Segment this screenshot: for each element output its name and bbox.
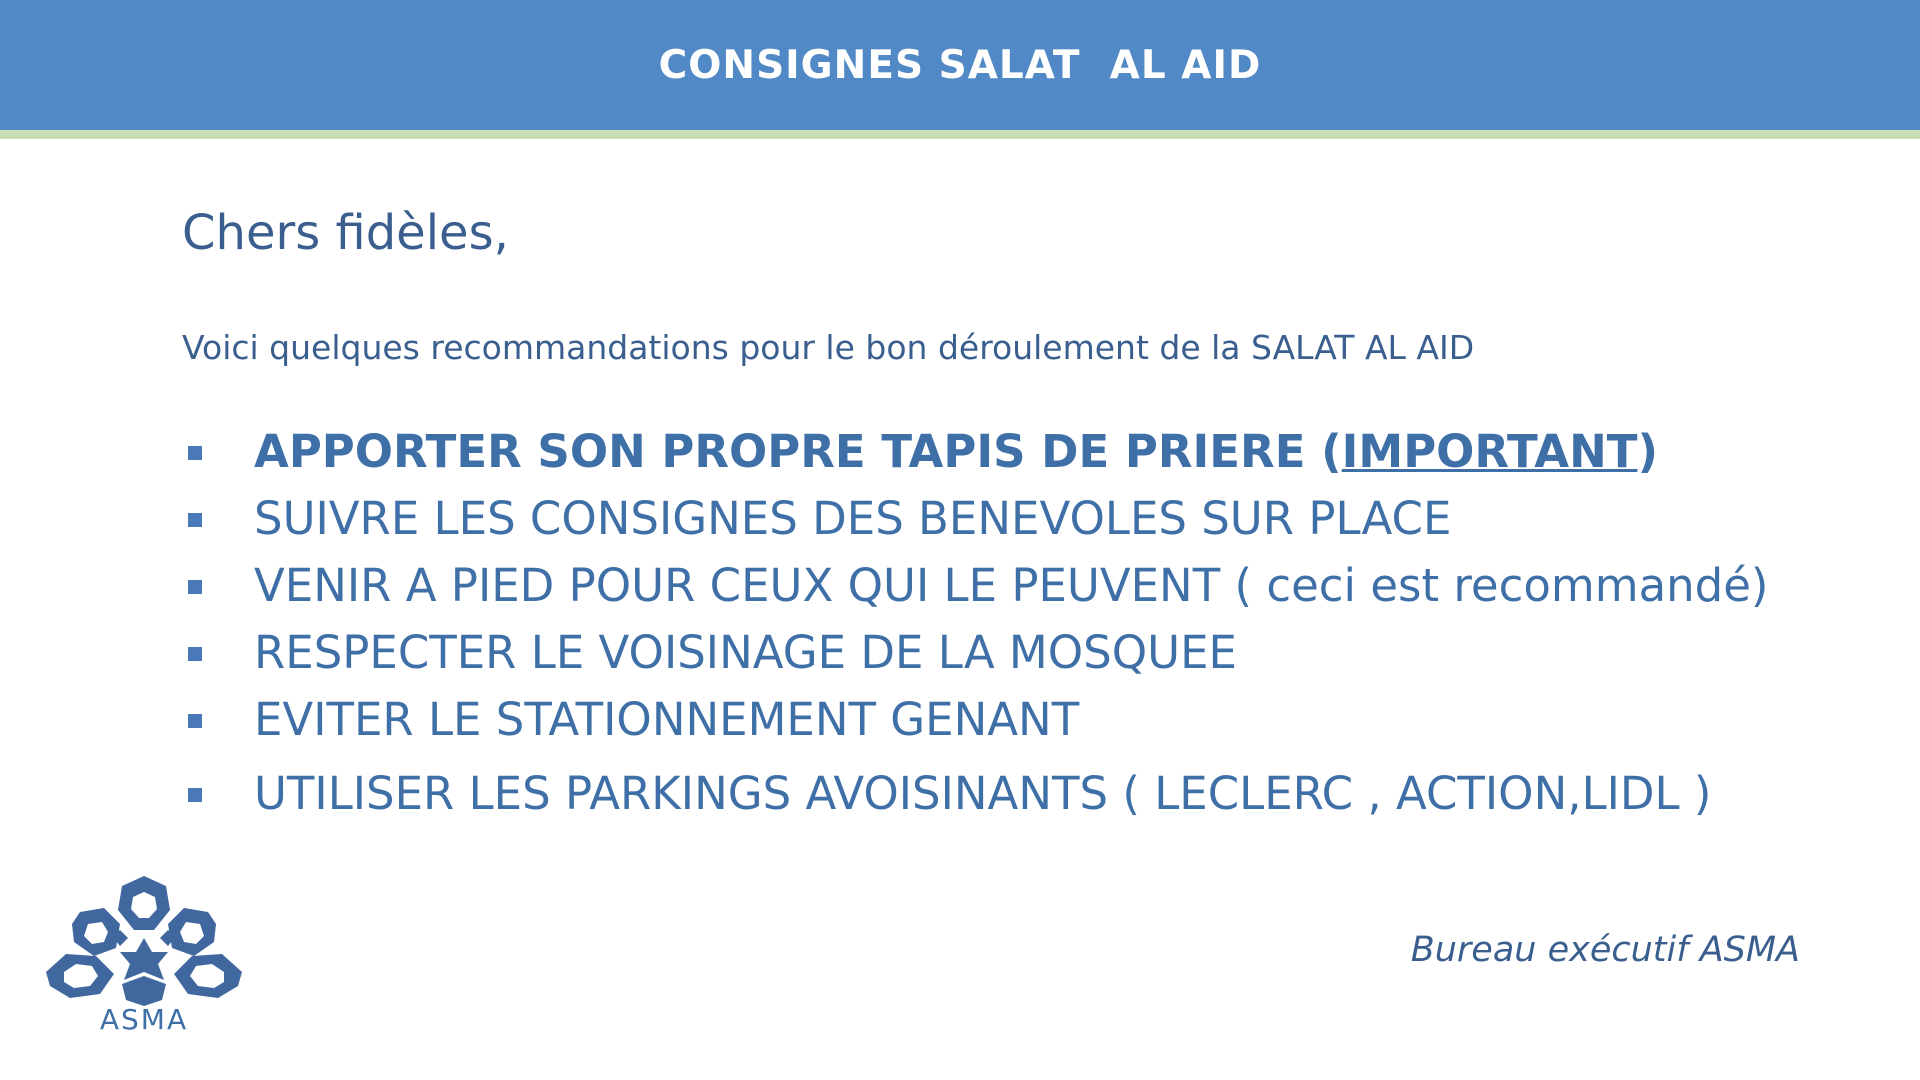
instruction-text: SUIVRE LES CONSIGNES DES BENEVOLES SUR PLACE (254, 492, 1452, 545)
intro-text: Voici quelques recommandations pour le bon déroulement de la SALAT AL AID (182, 328, 1475, 367)
header-stripe (0, 130, 1920, 139)
list-item (182, 552, 1768, 619)
greeting: Chers fidèles, (182, 205, 509, 261)
bullet-icon (188, 714, 202, 728)
signature: Bureau exécutif ASMA (1410, 930, 1800, 970)
list-item (182, 418, 1768, 485)
instruction-text: EVITER LE STATIONNEMENT GENANT (254, 693, 1080, 746)
page-title: CONSIGNES SALAT AL AID (658, 42, 1262, 88)
bullet-icon (188, 647, 202, 661)
logo-label: ASMA (99, 1003, 189, 1036)
bullet-icon (188, 513, 202, 527)
important-emphasis: IMPORTANT (1341, 425, 1638, 478)
list-item (182, 686, 1768, 753)
instruction-text: RESPECTER LE VOISINAGE DE LA MOSQUEE (254, 626, 1237, 679)
instruction-text-close: ) (1637, 425, 1659, 478)
bullet-icon (188, 788, 202, 802)
instruction-text: VENIR A PIED POUR CEUX QUI LE PEUVENT ( ceci est recommandé) (254, 559, 1769, 612)
bullet-icon (188, 580, 202, 594)
bullet-icon (188, 446, 202, 460)
instruction-text: APPORTER SON PROPRE TAPIS DE PRIERE ( (254, 425, 1342, 478)
list-item (182, 760, 1768, 827)
list-item (182, 485, 1768, 552)
header-bar (0, 0, 1920, 130)
instruction-list (182, 418, 1768, 827)
instruction-text: UTILISER LES PARKINGS AVOISINANTS ( LECLERC , ACTION,LIDL ) (254, 767, 1712, 820)
list-item (182, 619, 1768, 686)
